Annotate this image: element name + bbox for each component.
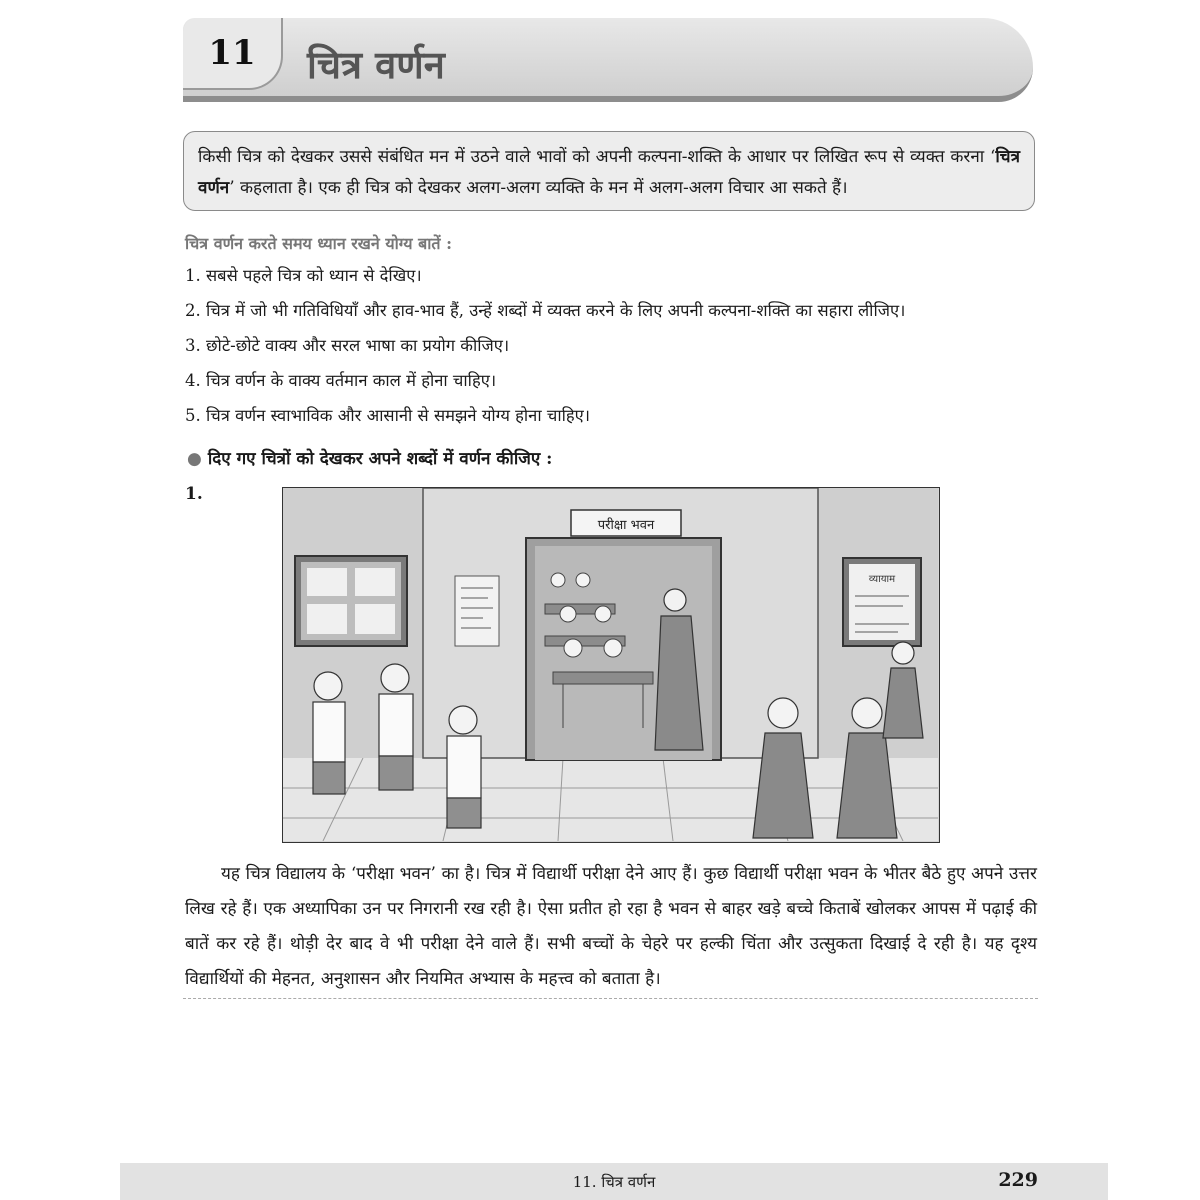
- instruction: [187, 446, 552, 469]
- bullet-icon: ●: [187, 449, 202, 469]
- tip-item: 4. चित्र वर्णन के वाक्य वर्तमान काल में होना चाहिए।: [185, 371, 497, 390]
- definition-text-end: ’ कहलाता है। एक ही चित्र को देखकर अलग-अलग व्यक्ति के मन में अलग-अलग विचार आ सकते हैं।: [229, 178, 848, 198]
- exam-hall-illustration: [282, 487, 940, 843]
- page-number: 229: [998, 1169, 1038, 1191]
- sign-label: परीक्षा भवन: [597, 518, 655, 533]
- chapter-number: 11: [183, 18, 283, 90]
- chapter-header: [183, 18, 1033, 102]
- definition-text: किसी चित्र को देखकर उससे संबंधित मन में उठने वाले भावों को अपनी कल्पना-शक्ति के आधार पर लिखित रूप से व्यक्त करना ‘: [198, 147, 996, 167]
- dotted-divider: [183, 998, 1038, 999]
- tips-list: [185, 258, 905, 433]
- tips-heading: चित्र वर्णन करते समय ध्यान रखने योग्य बातें :: [185, 234, 452, 253]
- illustration-svg: [283, 488, 938, 841]
- board-heading: व्यायाम: [868, 574, 896, 585]
- definition-term: चित्र वर्णन: [198, 147, 1020, 198]
- definition-box: [183, 131, 1035, 211]
- tip-item: 2. चित्र में जो भी गतिविधियाँ और हाव-भाव हैं, उन्हें शब्दों में व्यक्त करने के लिए अपनी कल्पना-शक्ति का सहारा लीजिए।: [185, 301, 906, 320]
- tip-item: 1. सबसे पहले चित्र को ध्यान से देखिए।: [185, 266, 422, 285]
- answer-paragraph: यह चित्र विद्यालय के ‘परीक्षा भवन’ का है। चित्र में विद्यार्थी परीक्षा देने आए हैं। कुछ विद्यार्थी परीक्षा भवन के भीतर बैठे हुए अपने उत्तर लिख रहे हैं। एक अध्यापिका उन पर निगरानी रख रही है। ऐसा प्रतीत हो रहा है भवन से बाहर खड़े बच्चे किताबें खोलकर आपस में पढ़ाई की बातें कर रहे हैं। थोड़ी देर बाद वे भी परीक्षा देने वाले हैं। सभी बच्चों के चेहरे पर हल्की चिंता और उत्सुकता दिखाई दे रही है। यह दृश्य विद्यार्थियों की मेहनत, अनुशासन और नियमित अभ्यास के महत्त्व को बताता है।: [185, 864, 1037, 989]
- instruction-text: दिए गए चित्रों को देखकर अपने शब्दों में वर्णन कीजिए :: [207, 449, 553, 469]
- footer-chapter-label: 11. चित्र वर्णन: [572, 1173, 656, 1191]
- page-footer: [120, 1163, 1108, 1200]
- chapter-title: चित्र वर्णन: [307, 42, 445, 87]
- question-number: 1.: [185, 484, 203, 504]
- tip-item: 5. चित्र वर्णन स्वाभाविक और आसानी से समझने योग्य होना चाहिए।: [185, 406, 591, 425]
- tip-item: 3. छोटे-छोटे वाक्य और सरल भाषा का प्रयोग कीजिए।: [185, 336, 510, 355]
